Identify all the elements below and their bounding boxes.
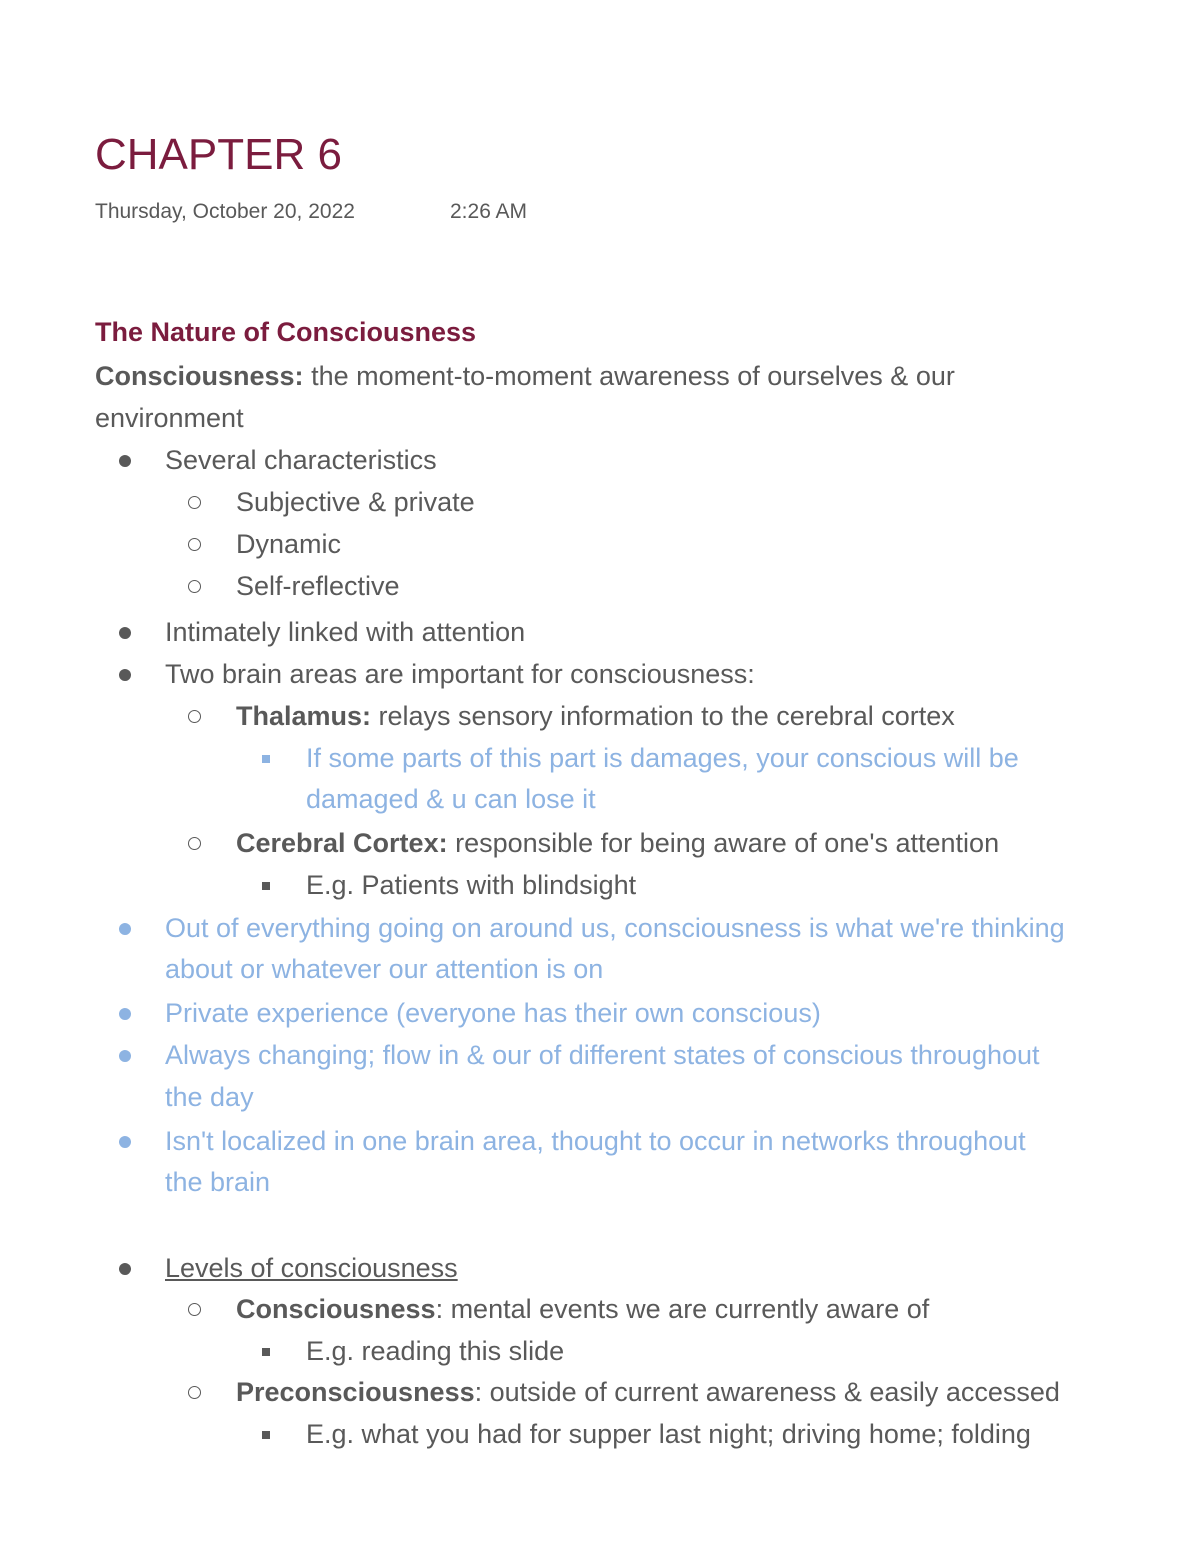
list-item-dynamic: Dynamic bbox=[236, 529, 342, 559]
list-item-several: Several characteristics bbox=[165, 445, 437, 475]
circle-bullet-icon bbox=[188, 1371, 201, 1413]
bullet-icon bbox=[119, 1120, 131, 1162]
bullet-icon bbox=[119, 611, 131, 653]
list-item-out-line-2: about or whatever our attention is on bbox=[165, 954, 604, 984]
circle-bullet-icon bbox=[188, 481, 201, 523]
list-item-private: Private experience (everyone has their own conscious) bbox=[165, 998, 821, 1028]
consciousness-text: : mental events we are currently aware of bbox=[435, 1294, 930, 1324]
list-item-two-areas: Two brain areas are important for consciousness: bbox=[165, 659, 755, 689]
circle-bullet-icon bbox=[188, 523, 201, 565]
bullet-icon bbox=[119, 992, 131, 1034]
list-item-changing-line-2: the day bbox=[165, 1082, 254, 1112]
square-bullet-icon bbox=[262, 737, 270, 779]
page-time: 2:26 AM bbox=[450, 200, 528, 223]
cortex-text: responsible for being aware of one's attention bbox=[447, 828, 1000, 858]
bullet-icon bbox=[119, 1247, 131, 1289]
thalamus-note-line-1: If some parts of this part is damages, your conscious will be bbox=[306, 743, 1019, 773]
note-body bbox=[0, 315, 1200, 1449]
preconsciousness-example: E.g. what you had for supper last night; driving home; folding bbox=[306, 1419, 1031, 1449]
circle-bullet-icon bbox=[188, 1288, 201, 1330]
bullet-icon bbox=[119, 1034, 131, 1076]
page-date: Thursday, October 20, 2022 bbox=[95, 200, 355, 223]
circle-bullet-icon bbox=[188, 695, 201, 737]
square-bullet-icon bbox=[262, 864, 270, 906]
list-item-cortex bbox=[236, 822, 999, 864]
list-item-changing-line-1: Always changing; flow in & our of different states of conscious throughout bbox=[165, 1040, 1040, 1070]
list-item-preconsciousness bbox=[236, 1371, 1060, 1413]
consciousness-term: Consciousness bbox=[236, 1294, 436, 1324]
consciousness-example: E.g. reading this slide bbox=[306, 1336, 565, 1366]
cortex-term: Cerebral Cortex: bbox=[236, 828, 448, 858]
list-item-localized-line-2: the brain bbox=[165, 1167, 271, 1197]
section-heading: The Nature of Consciousness bbox=[95, 317, 477, 347]
bullet-icon bbox=[119, 439, 131, 481]
definition-line-2: environment bbox=[95, 403, 244, 433]
circle-bullet-icon bbox=[188, 822, 201, 864]
list-item-out-line-1: Out of everything going on around us, consciousness is what we're thinking bbox=[165, 913, 1065, 943]
list-item-thalamus bbox=[236, 695, 955, 737]
preconsciousness-text: : outside of current awareness & easily accessed bbox=[474, 1377, 1060, 1407]
list-item-subjective: Subjective & private bbox=[236, 487, 475, 517]
thalamus-text: relays sensory information to the cerebral cortex bbox=[371, 701, 955, 731]
page-title: CHAPTER 6 bbox=[95, 130, 342, 179]
bullet-icon bbox=[119, 907, 131, 949]
preconsciousness-term: Preconsciousness bbox=[236, 1377, 475, 1407]
cortex-example: E.g. Patients with blindsight bbox=[306, 870, 637, 900]
definition-line-1 bbox=[95, 355, 955, 397]
square-bullet-icon bbox=[262, 1330, 270, 1372]
list-item-selfreflective: Self-reflective bbox=[236, 571, 400, 601]
list-item-consciousness bbox=[236, 1288, 929, 1330]
definition-text: the moment-to-moment awareness of ourselves & our bbox=[303, 361, 955, 391]
thalamus-note-line-2: damaged & u can lose it bbox=[306, 784, 596, 814]
list-item-linked: Intimately linked with attention bbox=[165, 617, 526, 647]
circle-bullet-icon bbox=[188, 565, 201, 607]
bullet-icon bbox=[119, 653, 131, 695]
square-bullet-icon bbox=[262, 1413, 270, 1455]
list-item-localized-line-1: Isn't localized in one brain area, thought to occur in networks throughout bbox=[165, 1126, 1026, 1156]
list-item-levels: Levels of consciousness bbox=[165, 1253, 458, 1283]
definition-term: Consciousness: bbox=[95, 361, 304, 391]
thalamus-term: Thalamus: bbox=[236, 701, 372, 731]
